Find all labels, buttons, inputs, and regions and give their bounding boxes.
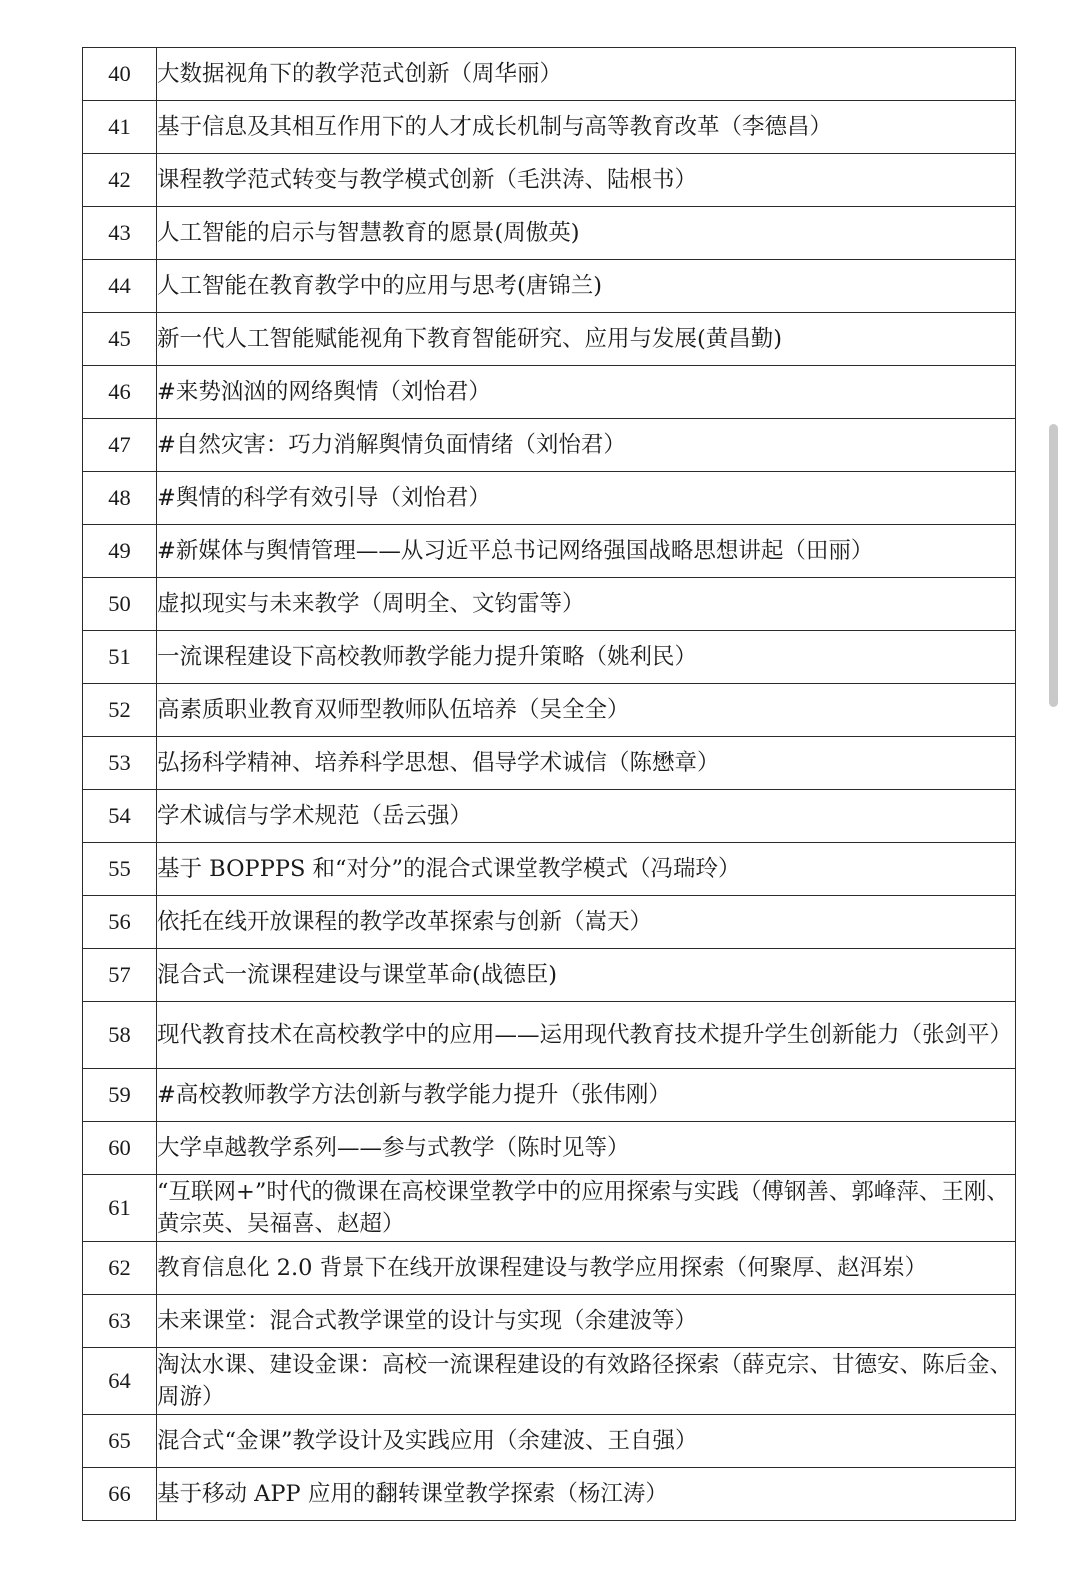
table-row bbox=[83, 1468, 1016, 1521]
table-row bbox=[83, 154, 1016, 207]
row-number: 46 bbox=[83, 366, 157, 419]
table-row bbox=[83, 896, 1016, 949]
row-number: 56 bbox=[83, 896, 157, 949]
course-title: 淘汰水课、建设金课：高校一流课程建设的有效路径探索（薛克宗、甘德安、陈后金、周游） bbox=[157, 1348, 1016, 1415]
row-number: 59 bbox=[83, 1069, 157, 1122]
row-number: 50 bbox=[83, 578, 157, 631]
table-row bbox=[83, 419, 1016, 472]
row-number: 41 bbox=[83, 101, 157, 154]
row-number: 58 bbox=[83, 1002, 157, 1069]
course-title: 学术诚信与学术规范（岳云强） bbox=[157, 790, 1016, 843]
course-title: 未来课堂：混合式教学课堂的设计与实现（余建波等） bbox=[157, 1295, 1016, 1348]
course-title: #新媒体与舆情管理——从习近平总书记网络强国战略思想讲起（田丽） bbox=[157, 525, 1016, 578]
course-title: 基于 BOPPPS 和“对分”的混合式课堂教学模式（冯瑞玲） bbox=[157, 843, 1016, 896]
course-title: 人工智能在教育教学中的应用与思考(唐锦兰) bbox=[157, 260, 1016, 313]
course-list-table bbox=[82, 47, 1016, 1521]
row-number: 51 bbox=[83, 631, 157, 684]
course-title: 人工智能的启示与智慧教育的愿景(周傲英) bbox=[157, 207, 1016, 260]
course-title: 大数据视角下的教学范式创新（周华丽） bbox=[157, 48, 1016, 101]
course-title: 弘扬科学精神、培养科学思想、倡导学术诚信（陈懋章） bbox=[157, 737, 1016, 790]
row-number: 60 bbox=[83, 1122, 157, 1175]
table-row bbox=[83, 1069, 1016, 1122]
table-row bbox=[83, 790, 1016, 843]
table-row bbox=[83, 1175, 1016, 1242]
course-title: 教育信息化 2.0 背景下在线开放课程建设与教学应用探索（何聚厚、赵洱岽） bbox=[157, 1242, 1016, 1295]
course-title: 混合式“金课”教学设计及实践应用（余建波、王自强） bbox=[157, 1415, 1016, 1468]
table-row bbox=[83, 737, 1016, 790]
course-title: 混合式一流课程建设与课堂革命(战德臣) bbox=[157, 949, 1016, 1002]
row-number: 42 bbox=[83, 154, 157, 207]
row-number: 47 bbox=[83, 419, 157, 472]
row-number: 64 bbox=[83, 1348, 157, 1415]
row-number: 40 bbox=[83, 48, 157, 101]
row-number: 54 bbox=[83, 790, 157, 843]
row-number: 49 bbox=[83, 525, 157, 578]
table-row bbox=[83, 525, 1016, 578]
table-row bbox=[83, 1415, 1016, 1468]
row-number: 61 bbox=[83, 1175, 157, 1242]
row-number: 65 bbox=[83, 1415, 157, 1468]
course-title: 一流课程建设下高校教师教学能力提升策略（姚利民） bbox=[157, 631, 1016, 684]
course-title: 虚拟现实与未来教学（周明全、文钧雷等） bbox=[157, 578, 1016, 631]
table-row bbox=[83, 313, 1016, 366]
table-row bbox=[83, 472, 1016, 525]
course-title: 高素质职业教育双师型教师队伍培养（吴全全） bbox=[157, 684, 1016, 737]
table-row bbox=[83, 48, 1016, 101]
row-number: 63 bbox=[83, 1295, 157, 1348]
table-row bbox=[83, 101, 1016, 154]
row-number: 52 bbox=[83, 684, 157, 737]
row-number: 44 bbox=[83, 260, 157, 313]
table-row bbox=[83, 578, 1016, 631]
course-title: 基于移动 APP 应用的翻转课堂教学探索（杨江涛） bbox=[157, 1468, 1016, 1521]
table-row bbox=[83, 260, 1016, 313]
course-title: 大学卓越教学系列——参与式教学（陈时见等） bbox=[157, 1122, 1016, 1175]
course-title: #舆情的科学有效引导（刘怡君） bbox=[157, 472, 1016, 525]
course-title: 现代教育技术在高校教学中的应用——运用现代教育技术提升学生创新能力（张剑平） bbox=[157, 1002, 1016, 1069]
row-number: 62 bbox=[83, 1242, 157, 1295]
vertical-scrollbar[interactable] bbox=[1049, 424, 1058, 707]
row-number: 43 bbox=[83, 207, 157, 260]
table-row bbox=[83, 684, 1016, 737]
table-row bbox=[83, 631, 1016, 684]
course-title: #来势汹汹的网络舆情（刘怡君） bbox=[157, 366, 1016, 419]
course-title: #自然灾害：巧力消解舆情负面情绪（刘怡君） bbox=[157, 419, 1016, 472]
table-row bbox=[83, 1295, 1016, 1348]
table-row bbox=[83, 949, 1016, 1002]
row-number: 53 bbox=[83, 737, 157, 790]
course-title: 依托在线开放课程的教学改革探索与创新（嵩天） bbox=[157, 896, 1016, 949]
table-row bbox=[83, 1002, 1016, 1069]
table-row bbox=[83, 1242, 1016, 1295]
table-row bbox=[83, 207, 1016, 260]
course-title: #高校教师教学方法创新与教学能力提升（张伟刚） bbox=[157, 1069, 1016, 1122]
row-number: 48 bbox=[83, 472, 157, 525]
table-row bbox=[83, 1122, 1016, 1175]
course-title: “互联网+”时代的微课在高校课堂教学中的应用探索与实践（傅钢善、郭峰萍、王刚、黄宗英、吴福喜、赵超） bbox=[157, 1175, 1016, 1242]
row-number: 57 bbox=[83, 949, 157, 1002]
row-number: 55 bbox=[83, 843, 157, 896]
course-title: 课程教学范式转变与教学模式创新（毛洪涛、陆根书） bbox=[157, 154, 1016, 207]
course-title: 新一代人工智能赋能视角下教育智能研究、应用与发展(黄昌勤) bbox=[157, 313, 1016, 366]
table-row bbox=[83, 1348, 1016, 1415]
table-row bbox=[83, 843, 1016, 896]
row-number: 45 bbox=[83, 313, 157, 366]
row-number: 66 bbox=[83, 1468, 157, 1521]
course-title: 基于信息及其相互作用下的人才成长机制与高等教育改革（李德昌） bbox=[157, 101, 1016, 154]
table-row bbox=[83, 366, 1016, 419]
